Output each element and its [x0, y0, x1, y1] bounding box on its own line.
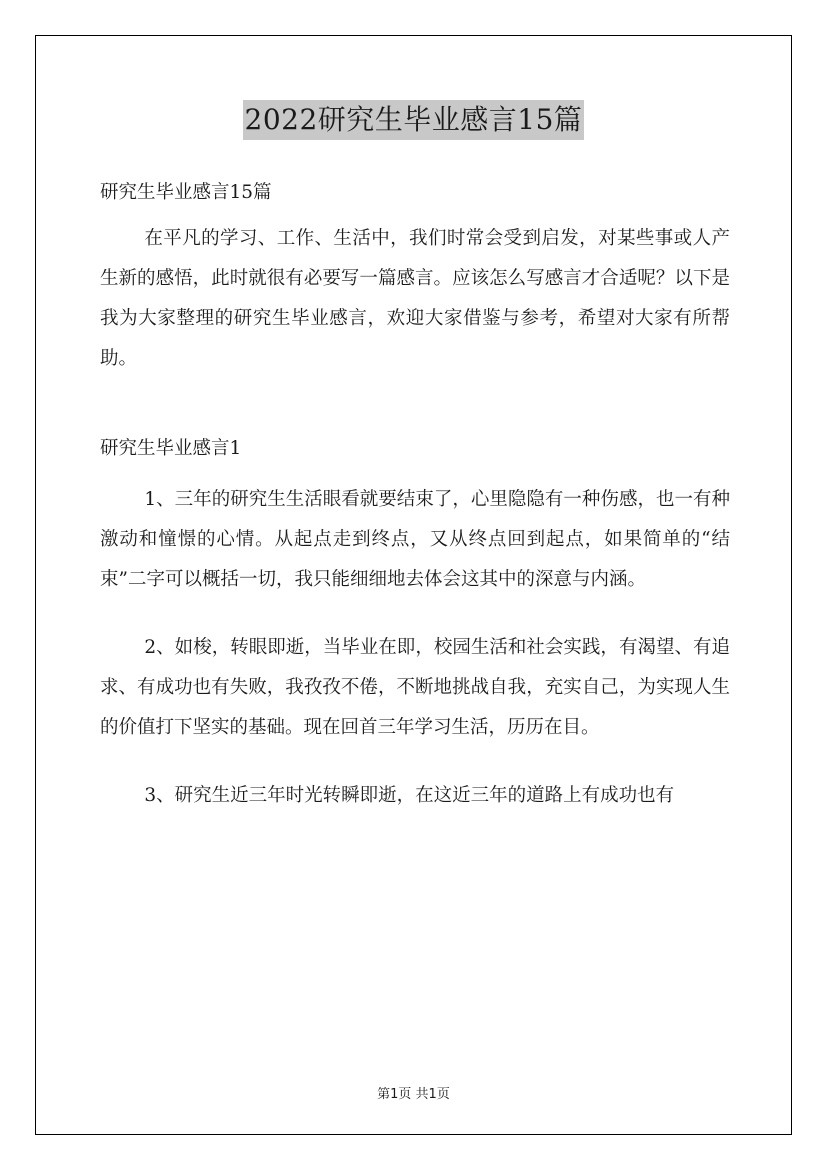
section-heading: 研究生毕业感言1 [100, 438, 242, 459]
body-paragraph-1: 1、三年的研究生生活眼看就要结束了，心里隐隐有一种伤感，也一有种激动和憧憬的心情。从起点走到终点，又从终点回到起点，如果简单的“结束”二字可以概括一切，我只能细细地去体会这其中的深意与内涵。 [100, 489, 730, 590]
body-paragraph-2: 2、如梭，转眼即逝，当毕业在即，校园生活和社会实践，有渴望、有追求、有成功也有失败，我孜孜不倦，不断地挑战自我，充实自己，为实现人生的价值打下坚实的基础。现在回首三年学习生活，历历在目。 [100, 637, 730, 738]
document-title: 2022研究生毕业感言15篇 [243, 100, 585, 140]
body-paragraph-3: 3、研究生近三年时光转瞬即逝，在这近三年的道路上有成功也有 [144, 785, 675, 806]
page-footer: 第1页 共1页 [377, 1087, 450, 1102]
document-body [100, 175, 730, 816]
document-subtitle: 研究生毕业感言15篇 [100, 182, 272, 203]
title-container [0, 100, 827, 140]
intro-paragraph: 在平凡的学习、工作、生活中，我们时常会受到启发，对某些事或人产生新的感悟，此时就很有必要写一篇感言。应该怎么写感言才合适呢？以下是我为大家整理的研究生毕业感言，欢迎大家借鉴与参考，希望对大家有所帮助。 [100, 228, 730, 369]
